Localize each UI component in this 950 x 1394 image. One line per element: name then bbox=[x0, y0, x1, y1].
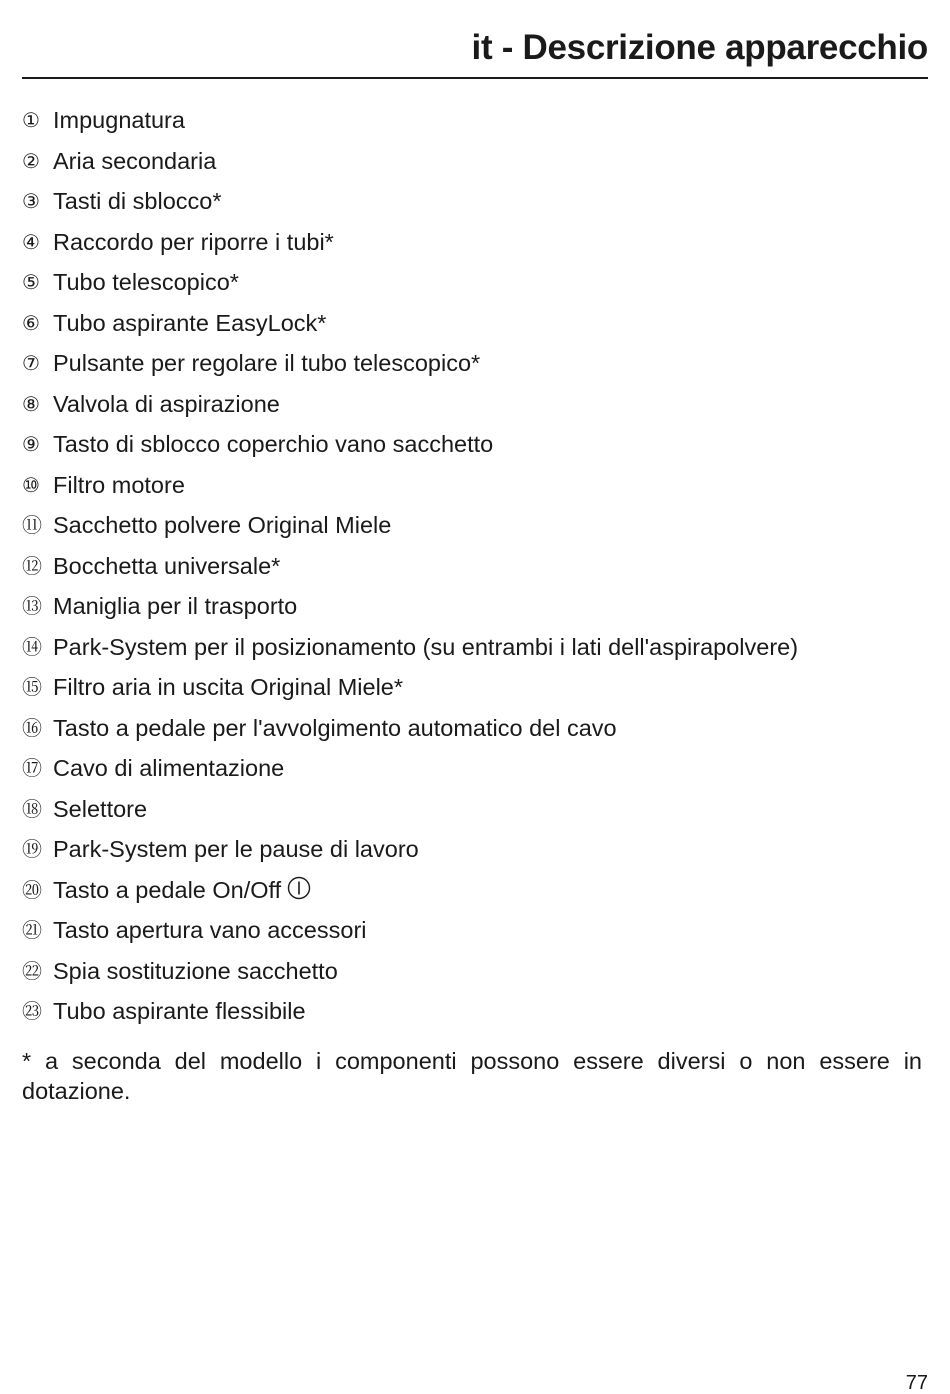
list-item bbox=[22, 870, 922, 911]
item-label: Tasto a pedale per l'avvolgimento automatico del cavo bbox=[53, 714, 617, 741]
page-header bbox=[22, 26, 928, 79]
item-label: Bocchetta universale* bbox=[53, 552, 281, 579]
item-number: ⑦ bbox=[22, 351, 40, 376]
item-number: ㉑ bbox=[22, 918, 42, 943]
item-number: ⑰ bbox=[22, 756, 42, 781]
list-item bbox=[22, 951, 922, 992]
item-number: ⑨ bbox=[22, 432, 40, 457]
list-item bbox=[22, 667, 922, 708]
item-label: Selettore bbox=[53, 795, 148, 822]
list-item bbox=[22, 546, 922, 587]
item-label: Filtro aria in uscita Original Miele* bbox=[53, 674, 404, 701]
list-item bbox=[22, 343, 922, 384]
item-number: ⑳ bbox=[22, 877, 42, 902]
page-title: it - Descrizione apparecchio bbox=[471, 28, 928, 67]
item-number: ⑬ bbox=[22, 594, 42, 619]
item-number: ⑫ bbox=[22, 553, 42, 578]
list-item bbox=[22, 262, 922, 303]
list-item bbox=[22, 181, 922, 222]
item-label: Tubo aspirante flessibile bbox=[53, 998, 306, 1025]
item-label: Park-System per il posizionamento (su entrambi i lati dell'aspirapolvere) bbox=[53, 633, 799, 660]
list-item bbox=[22, 222, 922, 263]
list-item bbox=[22, 424, 922, 465]
list-item bbox=[22, 627, 922, 668]
item-label: Tasto di sblocco coperchio vano sacchetto bbox=[53, 431, 494, 458]
item-label: Sacchetto polvere Original Miele bbox=[53, 512, 392, 539]
item-label: Tasto a pedale On/Off bbox=[53, 876, 282, 903]
list-item bbox=[22, 748, 922, 789]
item-number: ⑱ bbox=[22, 796, 42, 821]
list-item bbox=[22, 910, 922, 951]
item-label: Tasto apertura vano accessori bbox=[53, 917, 367, 944]
list-item bbox=[22, 100, 922, 141]
list-item bbox=[22, 789, 922, 830]
item-label: Tubo telescopico* bbox=[53, 269, 239, 296]
item-number: ⑩ bbox=[22, 472, 40, 497]
list-item bbox=[22, 465, 922, 506]
item-label: Tasti di sblocco* bbox=[53, 188, 222, 215]
item-label: Maniglia per il trasporto bbox=[53, 593, 298, 620]
list-item bbox=[22, 708, 922, 749]
item-number: ⑯ bbox=[22, 715, 42, 740]
item-number: ㉓ bbox=[22, 999, 42, 1024]
item-number: ⑥ bbox=[22, 310, 40, 335]
list-item bbox=[22, 141, 922, 182]
item-number: ⑭ bbox=[22, 634, 42, 659]
item-label: Impugnatura bbox=[53, 107, 185, 134]
item-number: ⑪ bbox=[22, 513, 42, 538]
list-item bbox=[22, 505, 922, 546]
item-number: ⑧ bbox=[22, 391, 40, 416]
item-label: Cavo di alimentazione bbox=[53, 755, 285, 782]
power-on-icon bbox=[287, 876, 311, 900]
item-label: Spia sostituzione sacchetto bbox=[53, 957, 338, 984]
footnote: * a seconda del modello i componenti possono essere diversi o non essere in dotazione. bbox=[22, 1048, 922, 1104]
item-label: Valvola di aspirazione bbox=[53, 390, 280, 417]
item-number: ⑮ bbox=[22, 675, 42, 700]
item-label: Pulsante per regolare il tubo telescopico* bbox=[53, 350, 481, 377]
item-number: ③ bbox=[22, 189, 40, 214]
list-item bbox=[22, 829, 922, 870]
list-item bbox=[22, 303, 922, 344]
item-label: Filtro motore bbox=[53, 471, 185, 498]
item-label: Park-System per le pause di lavoro bbox=[53, 836, 419, 863]
item-number: ㉒ bbox=[22, 958, 42, 983]
item-number: ① bbox=[22, 108, 40, 133]
list-item bbox=[22, 586, 922, 627]
item-number: ④ bbox=[22, 229, 40, 254]
item-label: Raccordo per riporre i tubi* bbox=[53, 228, 334, 255]
item-label: Aria secondaria bbox=[53, 147, 217, 174]
page-number: 77 bbox=[905, 1372, 928, 1394]
item-number: ② bbox=[22, 148, 40, 173]
list-item bbox=[22, 384, 922, 425]
item-number: ⑲ bbox=[22, 837, 42, 862]
item-number: ⑤ bbox=[22, 270, 40, 295]
component-legend-list bbox=[22, 100, 922, 1032]
list-item bbox=[22, 991, 922, 1032]
item-label: Tubo aspirante EasyLock* bbox=[53, 309, 327, 336]
